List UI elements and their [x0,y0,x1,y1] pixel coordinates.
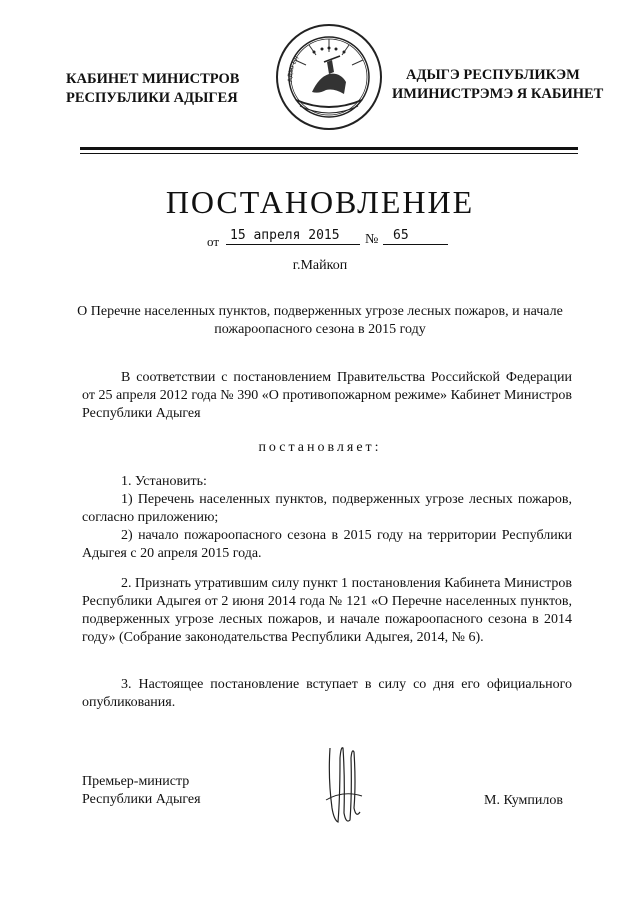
intro-paragraph: В соответствии с постановлением Правительства Российской Федерации от 25 апреля 2012 года № 390 «О противопожарном режиме» Кабинет Министров Республики Адыгея [82,370,572,421]
svg-text:АДЫГЕЯ [287,55,301,82]
header-left-block [66,70,251,108]
number-prefix: № [365,232,379,247]
coat-of-arms-seal [274,22,384,132]
signatory-name: М. Кумпилов [484,793,563,808]
signatory-position-line2: Республики Адыгея [82,792,201,807]
header-right-line2: ИМИНИСТРЭМЭ Я КАБИНЕТ [392,86,604,102]
document-city: г.Майкоп [292,258,348,273]
header-left-line2: РЕСПУБЛИКИ АДЫГЕЯ [66,90,238,106]
clause-1-item-2: 2) начало пожароопасного сезона в 2015 году на территории Республики Адыгея с 20 апреля 2015 года. [82,528,572,561]
header-divider-thick [80,147,578,150]
clause-3: 3. Настоящее постановление вступает в силу со дня его официального опубликования. [82,677,572,710]
header-right-line1: АДЫГЭ РЕСПУБЛИКЭМ [406,67,580,83]
document-title: ПОСТАНОВЛЕНИЕ [165,184,475,220]
clause-2: 2. Признать утратившим силу пункт 1 постановления Кабинета Министров Республики Адыгея от 2 июня 2014 года № 121 «О Перечне населенных пунктов, подверженных угрозе лесных пожаров, и начале пожароопасного сезона в 2014 году» (Собрание законодательства Республики Адыгея, 2014, № 6). [82,576,572,645]
decree-word: постановляет: [258,440,382,455]
handwritten-signature [318,738,368,828]
document-subject: О Перечне населенных пунктов, подверженных угрозе лесных пожаров, и начале пожароопасного сезона в 2015 году [77,304,563,337]
header-left-line1: КАБИНЕТ МИНИСТРОВ [66,71,240,87]
signatory-position-line1: Премьер-министр [82,774,190,789]
header-right-block [392,66,622,104]
date-prefix: от [207,234,220,249]
clause-1: 1. Установить: [121,474,207,489]
seal-icon [274,22,384,132]
header-divider-thin [80,153,578,154]
clause-1-item-1: 1) Перечень населенных пунктов, подверженных угрозе лесных пожаров, согласно приложению; [82,492,572,525]
seal-text: АДЫГЕЯ [286,54,301,83]
signatory-position [82,773,201,809]
document-number: 65 [383,228,448,245]
document-date: 15 апреля 2015 [226,228,360,245]
